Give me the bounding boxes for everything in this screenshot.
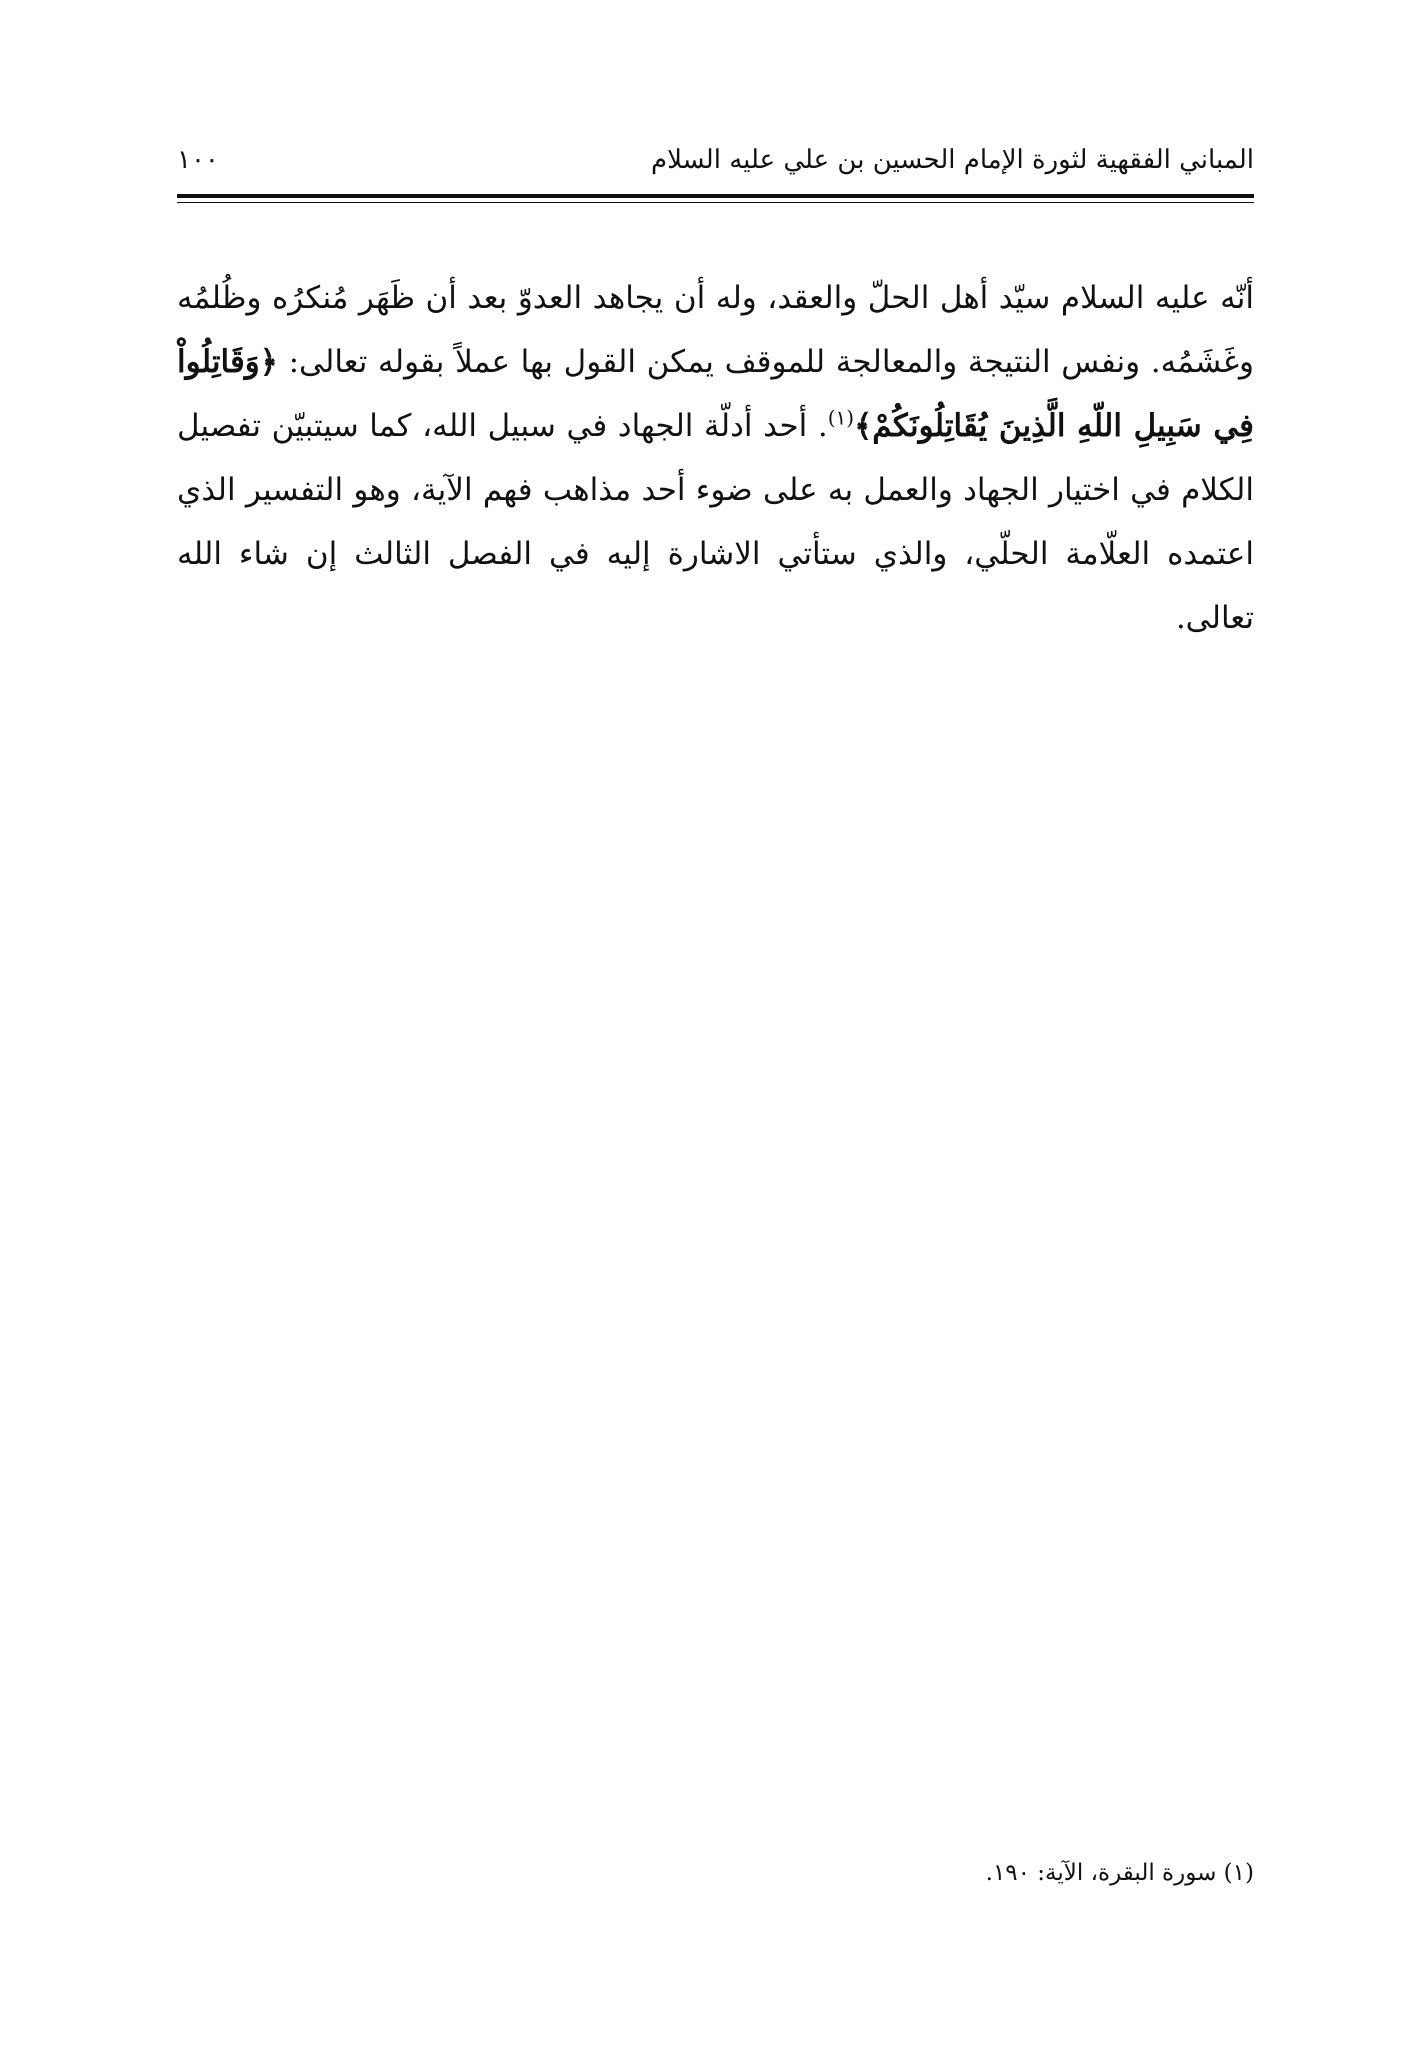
footnote: (١) سورة البقرة، الآية: ١٩٠.	[985, 1860, 1254, 1886]
quran-verse: ﴿وَقَاتِلُواْ فِي سَبِيلِ اللّهِ الَّذِينَ يُقَاتِلُونَكُمْ﴾	[177, 344, 1254, 444]
paragraph	[177, 266, 1254, 650]
running-header	[177, 138, 1254, 190]
header-rule-thin	[177, 202, 1254, 203]
footnote-reference[interactable]: (١)	[827, 405, 855, 430]
running-header-title: المباني الفقهية لثورة الإمام الحسين بن علي عليه السلام	[650, 145, 1254, 175]
paragraph-text-after-verse: . أحد أدلّة الجهاد في سبيل الله، كما سيتبيّن تفصيل الكلام في اختيار الجهاد والعمل به على ضوء أحد مذاهب فهم الآية، وهو التفسير الذي اعتمده العلّامة الحلّي، والذي ستأتي الاشارة إليه في الفصل الثالث إن شاء الله تعالى.	[177, 408, 1254, 636]
header-rule-thick	[177, 194, 1254, 198]
main-paragraph	[177, 266, 1254, 650]
paragraph-text-before-verse: أنّه عليه السلام سيّد أهل الحلّ والعقد، وله أن يجاهد العدوّ بعد أن ظَهَر مُنكرُه وظُلمُه وغَشَمُه. ونفس النتيجة والمعالجة للموقف يمكن القول بها عملاً بقوله تعالى:	[177, 280, 1254, 380]
page-number: ١٠٠	[177, 145, 219, 175]
